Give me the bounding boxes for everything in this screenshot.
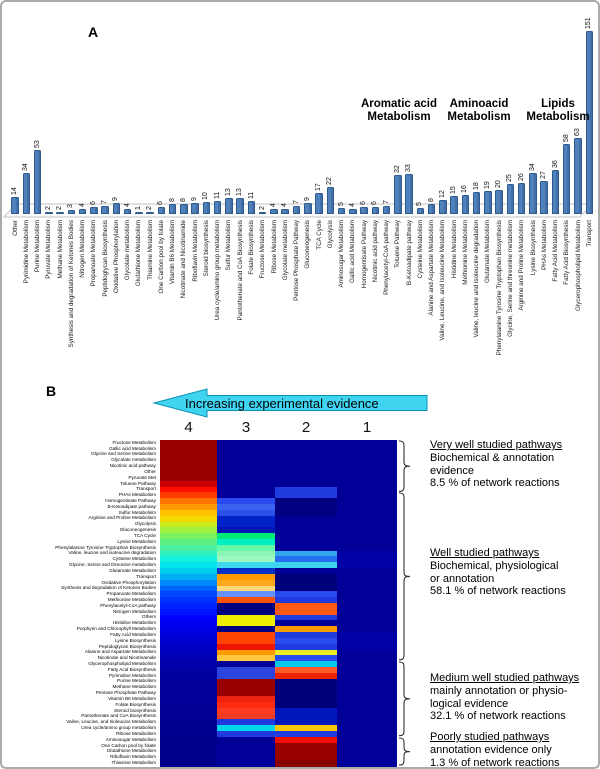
heatmap-row-label: Vitamin B6 Metabolism <box>108 695 156 701</box>
bar-value-label: 2 <box>56 205 63 210</box>
bar-category-label: Ribose Metabolism <box>270 220 278 274</box>
bar-value-label: 25 <box>506 174 514 182</box>
bar-category-label: Fatty Acid Biosynthesis <box>563 220 571 285</box>
heatmap-row-label: Purine Metabolism <box>117 678 156 684</box>
bar-category-label: Synthesis and degradation of Ketones Bodies <box>67 220 75 348</box>
bar-category-label: Lysine Biosynthesis <box>529 220 537 276</box>
bar-value-label: 4 <box>270 203 277 208</box>
heatmap-cell <box>160 760 217 766</box>
bar-value-label: 27 <box>540 171 548 180</box>
bar-group-annotation-line: Lipids <box>541 98 575 110</box>
heatmap-row-label: Glycerophospholipid Metabolism <box>88 661 156 666</box>
heatmap-row-label: Arginine and Proline Metabolism <box>88 515 156 521</box>
heatmap-cell <box>217 760 275 766</box>
bar-category-label: Gluconeogenesis <box>304 220 312 269</box>
heatmap-row-label: One Carbon pool by folate <box>101 742 156 748</box>
group-description-line: logical evidence <box>430 697 509 710</box>
heatmap-row-label: TCA Cycle <box>133 532 156 538</box>
group-title: Well studied pathways <box>430 547 540 559</box>
bar-value-label: 18 <box>472 182 480 191</box>
heatmap-row-label: Others <box>141 614 156 620</box>
group-brace <box>398 737 412 767</box>
heatmap-row-label: Folate Biosynthesis <box>115 701 156 707</box>
bar-value-label: 10 <box>202 192 210 200</box>
group-description-line: annotation evidence only <box>430 743 552 756</box>
evidence-arrow-label: Increasing experimental evidence <box>185 396 379 411</box>
heatmap-row-label: Glycolate metabolism <box>111 457 156 463</box>
group-description <box>430 439 598 490</box>
group-description-line: Biochemical & annotation <box>430 451 555 464</box>
group-description-line: or annotation <box>430 572 495 585</box>
bar-value-label: 13 <box>224 188 232 197</box>
bar-value-label: 8 <box>168 198 176 203</box>
bar-value-label: 16 <box>461 184 469 193</box>
heatmap-row-label: Aminosugar Metabolism <box>105 736 156 742</box>
bar-category-label: Phenylalanine Tyrosine Tryptophan Biosynthesis <box>495 220 503 356</box>
heatmap-row-label: Lysine Metabolism <box>117 538 156 544</box>
bar-value-label: 2 <box>44 205 52 210</box>
bar-category-label: Nicotinic acid pathway <box>371 220 379 283</box>
bar-category-label: Peptidoglycan Biosynthesis <box>101 220 109 297</box>
group-description <box>430 731 598 769</box>
bar-value-label: 34 <box>22 163 30 171</box>
group-brace <box>398 661 412 737</box>
bar-category-label: Methionine Metabolism <box>461 220 469 285</box>
heatmap-row-label: Pyruvate Met <box>128 474 156 480</box>
heatmap-row-label: Other <box>144 468 156 474</box>
bar-value-label: 9 <box>191 197 199 202</box>
bar-category-label: Phenylacetyl-CoA pathway <box>383 220 391 295</box>
bar-value-label: 7 <box>382 199 390 204</box>
bar-category-label: TCA Cycle <box>315 220 323 250</box>
bar-category-label: One Carbon pool by folate <box>157 220 165 294</box>
bar-category-label: Glycolate metabolism <box>124 220 132 281</box>
heatmap-row-label: Gallic acid Metabolism <box>109 445 156 451</box>
heatmap-row-label: PHAs Metabolism <box>118 492 156 498</box>
heatmap-row-label: Alanine and Aspartate Metabolism <box>84 649 156 655</box>
bar-category-label: Glycine, Serine and threonine metabolism <box>506 220 514 337</box>
bar-category-label: Oxidative Phosphorylation <box>112 220 120 294</box>
group-description <box>430 547 598 598</box>
heatmap-row-label: Glycine, Serine and threonine metabolism <box>68 562 156 568</box>
bar-value-label: 20 <box>495 180 503 188</box>
heatmap-row-label: Transport <box>136 573 156 579</box>
bar-category-label: Purine Metabolism <box>34 220 41 273</box>
heatmap-row-label: Lysine Biosynthesis <box>115 637 156 643</box>
heatmap-panel <box>2 2 600 769</box>
bar-value-label: 32 <box>393 165 401 174</box>
bar-value-label: 12 <box>438 189 446 198</box>
bar-value-label: 9 <box>112 197 120 202</box>
bar-value-label: 5 <box>337 201 345 206</box>
bar-value-label: 9 <box>303 197 311 202</box>
bar-category-label: Pyrimidine Metabolism <box>22 220 30 284</box>
heatmap-cell <box>275 760 337 766</box>
heatmap-row-label: B-Ketoadipate pathway <box>107 503 156 509</box>
bar-category-label: Transport <box>585 220 593 247</box>
heatmap-row-label: Synthesis and degradation of Ketones Bodies <box>61 585 156 591</box>
group-title: Medium well studied pathways <box>430 672 580 684</box>
bar-value-label: 7 <box>292 199 300 204</box>
bar-value-label: 6 <box>157 200 165 205</box>
bar-value-label: 58 <box>562 134 570 142</box>
bar-category-label: Cysteine Metabolism <box>416 220 424 279</box>
bar-value-label: 5 <box>416 201 424 206</box>
heatmap-row-label: Fatty Acid Biosynthesis <box>107 666 156 672</box>
bar-value-label: 4 <box>78 203 86 208</box>
bar-category-label: Fructose Metabolism <box>259 220 267 279</box>
bar-category-label: Glutathione Metabolism <box>135 220 143 287</box>
bar-category-label: Vitamin B6 Metabolism <box>169 220 177 285</box>
heatmap-row-label: Nicotinate and Nicotinamide <box>97 655 156 661</box>
heatmap-column-header: 3 <box>241 419 251 436</box>
heatmap-row-label: Phenylalanine Tyrosine Tryptophan Biosynthesis <box>55 544 156 550</box>
bar-value-label: 13 <box>236 188 244 197</box>
bar-category-label: Glycerophospholipid Metabolism <box>574 220 582 312</box>
bar-value-label: 1 <box>134 206 142 210</box>
bar-value-label: 26 <box>517 172 525 181</box>
bar-value-label: 4 <box>123 203 131 208</box>
bar-category-label: Valine, leucine and isoleucine degradation <box>473 220 481 338</box>
heatmap-row-label: Pyrimidine Metabolism <box>108 672 156 678</box>
bar-category-label: Glycolysis <box>326 220 334 249</box>
bar-value-label: 33 <box>405 164 413 173</box>
bar-category-label: Gallic acid Metabolism <box>349 220 357 283</box>
group-description-line: 8.5 % of network reactions <box>430 477 560 490</box>
bar-value-label: 22 <box>326 177 334 186</box>
bar-category-label: Urea cycle/amino group metabolism <box>214 220 222 321</box>
heatmap-row-label: Glutamate Metabolism <box>109 567 156 573</box>
bar-value-label: 36 <box>551 160 559 169</box>
heatmap-row-label: Urea cycle/amino group metabolism <box>81 725 156 731</box>
bar-category-label: Steroid biosynthesis <box>202 220 210 277</box>
bar-value-label: 11 <box>247 191 255 199</box>
bar-category-label: Methane Metabolism <box>56 220 64 279</box>
heatmap-row-label: Propanoate Metabolism <box>106 591 156 597</box>
bar-category-label: Aminosugar Metabolism <box>338 220 345 288</box>
heatmap-row-label: Steroid biosynthesis <box>114 707 156 713</box>
group-description-line: 32.1 % of network reactions <box>430 710 566 723</box>
bar-value-label: 6 <box>360 200 368 205</box>
heatmap-row-label: Ribose Metabolism <box>116 730 156 736</box>
group-brace <box>398 440 412 493</box>
heatmap-row-label: Thiamine Metabolism <box>111 759 156 765</box>
bar-group-annotation-line: Aminoacid <box>449 98 509 110</box>
group-description <box>430 672 598 723</box>
panel-a-label: A <box>88 24 99 40</box>
bar-category-label: Sulfur Metabolism <box>225 220 233 271</box>
bar-value-label: 53 <box>33 140 41 148</box>
bar-value-label: 8 <box>179 198 187 203</box>
bar-category-label: Riboflavin Metabolism <box>191 220 199 282</box>
bar-value-label: 17 <box>315 183 322 192</box>
heatmap-row-label: Glycine and Serine Metabolism <box>91 451 156 457</box>
heatmap-row-label: Cysteine Metabolism <box>112 556 156 562</box>
bar-category-label: Histidine Metabolism <box>450 220 458 279</box>
bar-value-label: 34 <box>529 163 536 171</box>
bar-group-annotation-line: Metabolism <box>447 110 511 123</box>
bar-category-label: Alanine and Aspartate Metabolism <box>428 220 436 316</box>
bar-value-label: 3 <box>67 204 75 209</box>
bar-value-label: 4 <box>348 203 356 208</box>
heatmap-row-label: Phenylacetyl-CoA pathway <box>100 602 156 608</box>
heatmap-row-label: Oxidative Phosphorylation <box>101 579 156 585</box>
bar-category-label: Folate Biosynthesis <box>248 220 255 275</box>
bar-value-label: 151 <box>585 17 593 30</box>
bar-value-label: 19 <box>483 181 491 189</box>
bar-value-label: 8 <box>427 198 435 203</box>
group-description-line: 1.3 % of network reactions <box>430 756 560 769</box>
heatmap-row-label: Histidine Metabolism <box>112 620 156 626</box>
heatmap-row-label: Toluene Pathway <box>120 480 156 486</box>
heatmap-column-header: 1 <box>362 419 372 436</box>
heatmap-row-label: Glutathione Metabolism <box>106 748 156 754</box>
panel-b-label: B <box>46 383 57 399</box>
bar-category-label: Toluene Pathway <box>394 220 402 268</box>
heatmap-row-label: Nicotinic acid pathway <box>109 463 156 469</box>
bar-category-label: Thiamine Metabolism <box>146 220 154 280</box>
heatmap-row-label: Pentose Phosphate Pathway <box>95 690 156 696</box>
heatmap-row-label: Porphyrin and Chlorophyll Metabolism <box>76 626 156 632</box>
group-description-line: Biochemical, physiological <box>430 559 559 572</box>
heatmap-row-label: Fructose Metabolism <box>112 439 156 445</box>
group-title: Poorly studied pathways <box>430 731 550 743</box>
heatmap-row-label: Pantothenate and CoA Biosynthesis <box>81 713 156 719</box>
bar-value-label: 7 <box>101 199 109 204</box>
heatmap-row-label: Fatty Acid Metabolism <box>110 631 156 637</box>
bar-value-label: 11 <box>213 191 221 199</box>
group-brace <box>398 492 412 661</box>
heatmap-cell <box>337 760 397 766</box>
heatmap-column-header: 2 <box>301 419 311 436</box>
heatmap-row-label: Valine, Leucine, and Isoleucine Metabolism <box>66 719 156 725</box>
heatmap-row-label: Sulfur Metabolism <box>118 509 156 515</box>
bar-category-label: Glycolate metabolism <box>281 220 289 281</box>
group-description-line: mainly annotation or physio- <box>430 684 568 697</box>
heatmap-row-label: Transport <box>136 486 156 492</box>
bar-value-label: 4 <box>281 203 289 208</box>
heatmap-row-label: Valine, leucine and isoleucine degradation <box>68 550 156 556</box>
bar-category-label: Nitrogen Metabolism <box>79 220 87 278</box>
bar-category-label: Pentose Phosphate Pathway <box>293 220 300 301</box>
bar-category-label: Pantothenate and CoA Biosynthesis <box>236 220 244 321</box>
heatmap-row-label: Homogentisate Pathway <box>105 498 156 503</box>
heatmap-row-label: Methane Metabolism <box>112 684 156 690</box>
bar-value-label: 14 <box>11 187 18 196</box>
bar-category-label: B-Ketoadipate pathway <box>405 220 413 286</box>
bar-category-label: PHAs Metabolism <box>540 220 548 271</box>
bar-category-label: Arginine and Proline Metabolism <box>518 220 526 311</box>
heatmap-row-label: Peptidoglycan Biosynthesis <box>98 643 156 649</box>
group-description-line: evidence <box>430 464 475 477</box>
heatmap-row-label: Gluconeogenesis <box>119 527 156 533</box>
group-title: Very well studied pathways <box>430 439 563 451</box>
bar-group-annotation-line: Metabolism <box>526 110 590 123</box>
bar-value-label: 6 <box>89 200 97 205</box>
bar-category-label: Fatty Acid Metabolism <box>552 220 559 282</box>
heatmap-row-label: Methionine Metabolism <box>107 596 156 602</box>
heatmap-row-label: Riboflavin Metabolism <box>110 754 156 760</box>
bar-value-label: 63 <box>574 128 581 136</box>
bar-group-annotation-line: Aromatic acid <box>360 98 438 110</box>
bar-category-label: Homogentisate Pathway <box>360 220 368 289</box>
bar-value-label: 15 <box>450 186 458 194</box>
bar-category-label: Glutamate Metabolism <box>484 220 492 283</box>
bar-category-label: Pyruvate Metabolism <box>45 220 53 279</box>
group-description-line: 58.1 % of network reactions <box>430 585 566 598</box>
bar-value-label: 2 <box>146 205 154 210</box>
heatmap-column-header: 4 <box>184 419 193 436</box>
bar-category-label: Nicotinate and Nicotinamide <box>180 220 188 299</box>
bar-category-label: Valine, Leucine, and Isoleucine Metabolism <box>439 220 447 341</box>
heatmap-row-label: Glycolysis <box>134 521 156 527</box>
bar-category-label: Other <box>11 220 19 236</box>
heatmap-row-label: Nitrogen Metabolism <box>113 608 156 614</box>
bar-value-label: 6 <box>371 200 379 205</box>
bar-category-label: Propanoate Metabolism <box>90 220 98 287</box>
bar-value-label: 2 <box>258 205 266 210</box>
bar-group-annotation-line: Metabolism <box>367 110 431 123</box>
